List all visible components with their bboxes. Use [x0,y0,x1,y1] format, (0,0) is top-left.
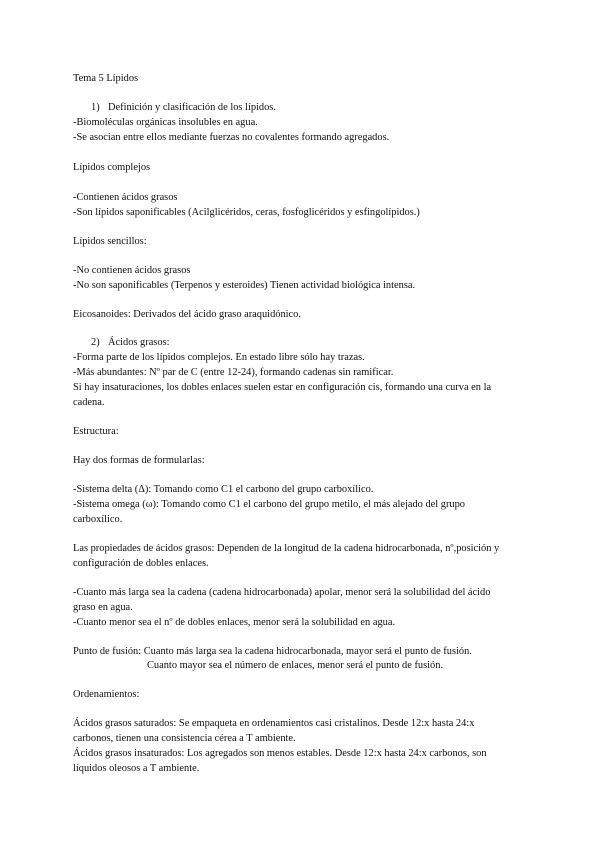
section-2-heading: Ácidos grasos: [108,337,170,348]
paragraph-line: Si hay insaturaciones, los dobles enlaces suelen estar en configuración cis, formando una curva en la [73,382,492,393]
formas-line: Hay dos formas de formularlas: [73,455,205,466]
paragraph-line: cadena. [73,397,105,408]
paragraph-line: -No contienen ácidos grasos [73,265,191,276]
paragraph-line: -Cuanto más larga sea la cadena (cadena hidrocarbonada) apolar, menor será la solubilidad del ácido [73,587,491,598]
paragraph-line: -Contienen ácidos grasos [73,192,178,203]
lipidos-complejos-heading: Lípidos complejos [73,162,151,173]
paragraph-line: -Biomoléculas orgánicas insolubles en agua. [73,117,258,128]
paragraph-line: carbonos, tienen una consistencia cérea a T ambiente. [73,733,296,744]
paragraph-line: -Más abundantes: Nº par de C (entre 12-24), formando cadenas sin ramificar. [73,367,394,378]
paragraph-line: -No son saponificables (Terpenos y esteroides) Tienen actividad biológica intensa. [73,280,416,291]
paragraph-line: Las propiedades de ácidos grasos: Dependen de la longitud de la cadena hidrocarbonada, nº,posición y [73,543,500,554]
ordenamientos-heading: Ordenamientos: [73,689,140,700]
paragraph-line: Ácidos grasos insaturados: Los agregados son menos estables. Desde 12:x hasta 24:x carbonos, son [73,748,487,759]
paragraph-line: configuración de dobles enlaces. [73,558,209,569]
estructura-heading: Estructura: [73,426,119,437]
paragraph-line: -Se asocian entre ellos mediante fuerzas no covalentes formando agregados. [73,132,390,143]
document-title: Tema 5 Lípidos [73,73,139,84]
section-1-number: 1) [91,102,100,113]
paragraph-line: Ácidos grasos saturados: Se empaqueta en ordenamientos casi cristalinos. Desde 12:x hasta 24:x [73,718,475,729]
paragraph-line: -Cuanto menor sea el nº de dobles enlaces, menor será la solubilidad en agua. [73,617,396,628]
section-2-number: 2) [91,337,100,348]
paragraph-line: -Son lípidos saponificables (Acilglicéridos, ceras, fosfoglicéridos y esfingolípidos.) [73,207,420,218]
lipidos-sencillos-heading: Lípidos sencillos: [73,236,147,247]
paragraph-line: -Sistema omega (ω): Tomando como C1 el carbono del grupo metilo, el más alejado del grupo [73,499,466,510]
paragraph-line: líquidos oleosos a T ambiente. [73,763,200,774]
paragraph-line: -Sistema delta (Δ): Tomando como C1 el carbono del grupo carboxílico. [73,484,374,495]
paragraph-line: -Forma parte de los lípidos complejos. En estado libre sólo hay trazas. [73,352,365,363]
section-1-heading: Definición y clasificación de los lípidos. [108,102,276,113]
paragraph-line: Cuanto mayor sea el número de enlaces, menor será el punto de fusión. [147,660,444,671]
paragraph-line: graso en agua. [73,602,133,613]
paragraph-line: Punto de fusión: Cuanto más larga sea la cadena hidrocarbonada, mayor será el punto de fusión. [73,646,472,657]
eicosanoides-line: Eicosanoides: Derivados del ácido graso araquidónico. [73,309,301,320]
paragraph-line: carboxílico. [73,514,123,525]
